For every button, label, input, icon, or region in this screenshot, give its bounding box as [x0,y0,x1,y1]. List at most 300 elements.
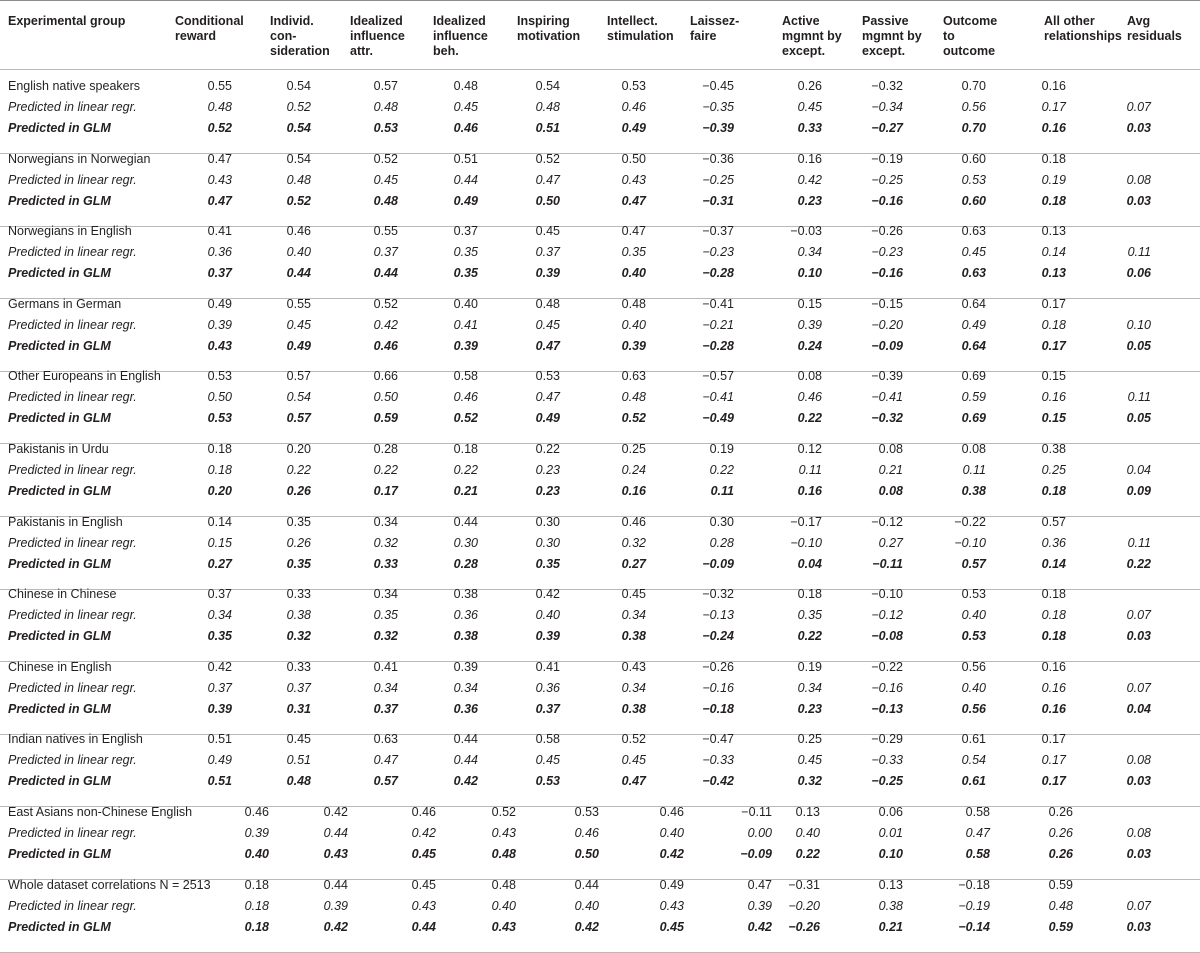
table-cell: 0.40 [961,680,986,695]
table-cell: 0.44 [453,514,478,529]
column-header: Individ. con- sideration [270,14,330,58]
table-cell: 0.60 [961,193,986,208]
table-cell: 0.34 [373,680,398,695]
table-cell: 0.42 [574,919,599,934]
table-cell: 0.44 [411,919,436,934]
table-cell: 0.17 [1041,774,1066,789]
table-cell: 0.18 [1041,608,1066,623]
table-cell: 0.37 [207,587,232,602]
table-cell: 0.26 [797,79,822,93]
table-cell: 0.26 [1048,847,1073,861]
table-cell: 0.55 [373,224,398,239]
table-cell: 0.08 [878,484,903,498]
table-cell: 0.34 [373,514,398,529]
table-cell: 0.46 [286,224,311,239]
header-rule [0,69,1200,70]
table-cell: 0.37 [373,245,398,260]
table-cell: 0.39 [535,629,560,644]
table-cell: 0.46 [411,805,436,819]
table-cell: 0.17 [1041,296,1066,311]
table-cell: 0.56 [961,100,986,114]
table-cell: 0.40 [453,296,478,311]
table-cell: 0.54 [286,79,311,93]
table-cell: 0.27 [878,535,903,550]
table-cell: −0.10 [871,587,903,602]
table-cell: 0.42 [535,587,560,602]
table-cell: 0.13 [878,877,903,892]
table-cell: 0.06 [878,805,903,819]
table-cell: 0.13 [795,805,820,819]
table-cell: 0.35 [621,245,646,260]
table-cell: 0.38 [453,629,478,644]
linear-regression-row [0,750,1200,771]
table-cell: 0.58 [965,805,990,819]
table-cell: 0.48 [286,774,311,789]
table-cell: 0.18 [797,587,822,602]
table-cell: 0.61 [961,774,986,789]
table-cell: 0.42 [797,172,822,187]
table-cell: 0.56 [961,701,986,716]
row-label: Predicted in GLM [8,338,111,353]
table-cell: 0.03 [1126,629,1151,644]
table-cell: −0.33 [702,753,734,768]
table-cell: 0.39 [797,317,822,332]
table-cell: 0.52 [373,296,398,311]
table-cell: 0.46 [659,805,684,819]
table-cell: 0.39 [453,659,478,674]
table-cell: 0.23 [535,484,560,498]
table-cell: 0.57 [1041,514,1066,529]
row-label: Predicted in GLM [8,629,111,644]
table-cell: 0.40 [961,608,986,623]
table-cell: −0.42 [702,774,734,789]
table-cell: 0.30 [535,514,560,529]
table-cell: 0.49 [207,753,232,768]
table-cell: 0.47 [621,193,646,208]
column-header: Intellect. stimulation [607,14,674,43]
glm-row [0,699,1200,720]
table-cell: 0.17 [373,484,398,498]
table-cell: 0.18 [207,463,232,477]
table-cell: 0.63 [373,732,398,747]
table-cell: 0.39 [453,338,478,353]
column-header: Avg residuals [1127,14,1182,43]
table-cell: 0.49 [286,338,311,353]
table-cell: 0.15 [207,535,232,550]
table-cell: 0.45 [411,877,436,892]
table-cell: 0.38 [621,629,646,644]
table-cell: 0.18 [1041,151,1066,166]
table-cell: 0.69 [961,369,986,384]
row-label: Norwegians in English [8,224,132,239]
table-cell: 0.43 [621,659,646,674]
table-cell: 0.47 [621,774,646,789]
table-cell: 0.14 [1041,556,1066,571]
row-label: Other Europeans in English [8,369,161,384]
linear-regression-row [0,242,1200,263]
row-label: Whole dataset correlations N = 2513 [8,877,211,892]
table-cell: 0.11 [710,484,734,498]
table-cell: 0.34 [621,680,646,695]
row-label: Predicted in linear regr. [8,390,137,405]
table-cell: −0.28 [702,338,734,353]
table-cell: 0.39 [323,898,348,913]
table-cell: 0.58 [535,732,560,747]
table-cell: 0.45 [535,224,560,239]
table-cell: 0.45 [411,847,436,861]
table-cell: −0.45 [702,79,734,93]
table-cell: 0.38 [878,898,903,913]
table-cell: 0.04 [1126,463,1151,477]
table-cell: 0.44 [323,826,348,840]
table-cell: −0.39 [702,121,734,135]
table-cell: 0.48 [491,877,516,892]
table-cell: 0.16 [1041,79,1066,93]
table-cell: 0.47 [535,172,560,187]
observed-row [0,657,1200,678]
table-cell: 0.57 [373,79,398,93]
table-cell: 0.27 [207,556,232,571]
table-cell: 0.32 [797,774,822,789]
table-cell: 0.51 [207,732,232,747]
table-cell: −0.16 [871,680,903,695]
table-cell: 0.05 [1126,411,1151,426]
table-cell: 0.17 [1041,100,1066,114]
table-cell: 0.43 [323,847,348,861]
table-cell: 0.61 [961,732,986,747]
table-cell: 0.53 [574,805,599,819]
table-cell: 0.45 [621,753,646,768]
observed-row [0,512,1200,533]
table-cell: −0.32 [702,587,734,602]
table-cell: 0.51 [207,774,232,789]
table-cell: 0.70 [961,79,986,93]
table-cell: 0.41 [453,317,478,332]
table-cell: −0.28 [702,266,734,281]
table-cell: 0.15 [797,296,822,311]
table-cell: 0.47 [535,338,560,353]
table-cell: 0.21 [878,463,903,477]
table-cell: 0.13 [1041,266,1066,281]
table-cell: 0.46 [244,805,269,819]
table-cell: 0.33 [797,121,822,135]
linear-regression-row [0,678,1200,699]
table-cell: 0.57 [961,556,986,571]
table-cell: −0.27 [871,121,903,135]
table-cell: 0.03 [1126,121,1151,135]
table-cell: 0.44 [453,172,478,187]
table-cell: 0.08 [878,442,903,456]
table-cell: −0.32 [871,411,903,426]
table-cell: 0.54 [286,151,311,166]
table-cell: 0.08 [1126,826,1151,840]
row-label: Predicted in GLM [8,556,111,571]
table-cell: 0.42 [747,919,772,934]
column-header: Conditional reward [175,14,244,43]
table-cell: 0.46 [373,338,398,353]
table-cell: −0.17 [790,514,822,529]
table-cell: 0.44 [453,753,478,768]
table-cell: 0.41 [373,659,398,674]
table-cell: 0.30 [453,535,478,550]
table-cell: 0.60 [961,151,986,166]
row-label: Predicted in GLM [8,193,111,208]
table-cell: 0.16 [1041,701,1066,716]
table-cell: 0.48 [535,100,560,114]
table-cell: 0.01 [878,826,903,840]
table-cell: 0.52 [207,121,232,135]
table-cell: −0.11 [741,805,772,819]
table-cell: 0.39 [207,317,232,332]
glm-row [0,263,1200,284]
table-cell: 0.39 [535,266,560,281]
table-top-rule [0,0,1200,1]
table-cell: −0.10 [954,535,986,550]
table-cell: 0.21 [878,919,903,934]
linear-regression-row [0,533,1200,554]
table-cell: 0.36 [535,680,560,695]
table-cell: 0.14 [1041,245,1066,260]
table-cell: 0.16 [797,484,822,498]
table-cell: −0.23 [871,245,903,260]
table-cell: 0.26 [1048,805,1073,819]
table-cell: 0.39 [747,898,772,913]
table-cell: 0.42 [453,774,478,789]
table-cell: 0.25 [1041,463,1066,477]
table-cell: 0.16 [797,151,822,166]
table-cell: 0.33 [373,556,398,571]
table-cell: 0.50 [535,193,560,208]
glm-row [0,408,1200,429]
table-cell: 0.15 [1041,369,1066,384]
table-cell: 0.59 [1048,877,1073,892]
table-cell: 0.64 [961,296,986,311]
table-cell: −0.23 [702,245,734,260]
table-cell: 0.23 [797,701,822,716]
table-cell: 0.03 [1126,919,1151,934]
table-cell: 0.33 [286,587,311,602]
table-cell: −0.11 [872,556,903,571]
table-cell: 0.22 [797,411,822,426]
table-cell: 0.22 [453,463,478,477]
table-cell: 0.10 [878,847,903,861]
table-cell: −0.21 [702,317,734,332]
table-cell: 0.38 [1041,442,1066,456]
table-cell: −0.57 [702,369,734,384]
table-cell: 0.53 [961,172,986,187]
table-cell: 0.03 [1126,774,1151,789]
table-cell: 0.59 [373,411,398,426]
table-cell: 0.64 [961,338,986,353]
table-cell: −0.03 [790,224,822,239]
row-label: English native speakers [8,79,141,93]
table-cell: 0.35 [453,245,478,260]
table-cell: 0.43 [411,898,436,913]
table-cell: 0.31 [286,701,311,716]
observed-row [0,729,1200,750]
table-cell: 0.11 [1127,390,1151,405]
table-cell: 0.17 [1041,732,1066,747]
table-cell: 0.63 [961,224,986,239]
table-cell: 0.32 [373,535,398,550]
table-cell: 0.18 [244,877,269,892]
table-cell: 0.11 [1127,535,1151,550]
table-cell: −0.08 [871,629,903,644]
table-cell: 0.18 [207,442,232,456]
table-cell: 0.35 [286,556,311,571]
table-cell: 0.34 [453,680,478,695]
table-cell: 0.04 [797,556,822,571]
table-cell: −0.22 [871,659,903,674]
table-cell: 0.25 [797,732,822,747]
row-label: East Asians non-Chinese English [8,805,193,819]
table-cell: 0.03 [1126,847,1151,861]
table-cell: 0.44 [373,266,398,281]
linear-regression-row [0,605,1200,626]
table-cell: 0.49 [207,296,232,311]
table-cell: 0.46 [574,826,599,840]
table-cell: 0.42 [207,659,232,674]
table-cell: 0.41 [535,659,560,674]
column-header: Experimental group [8,14,126,28]
table-cell: 0.19 [797,659,822,674]
table-cell: −0.25 [702,172,734,187]
table-cell: 0.45 [797,100,822,114]
linear-regression-row [0,387,1200,408]
table-cell: −0.09 [740,847,772,861]
row-label: Predicted in linear regr. [8,317,137,332]
table-cell: 0.11 [962,463,986,477]
row-label: Germans in German [8,296,122,311]
table-cell: −0.14 [958,919,990,934]
table-cell: 0.32 [286,629,311,644]
table-cell: −0.20 [871,317,903,332]
table-cell: 0.52 [453,411,478,426]
observed-row [0,875,1200,896]
table-cell: 0.45 [535,753,560,768]
column-header: Inspiring motivation [517,14,581,43]
table-cell: 0.45 [453,100,478,114]
table-cell: 0.22 [286,463,311,477]
table-cell: −0.16 [871,193,903,208]
table-cell: 0.57 [286,369,311,384]
row-label: Indian natives in English [8,732,143,747]
table-cell: 0.30 [535,535,560,550]
table-cell: 0.08 [1126,172,1151,187]
table-cell: 0.37 [286,680,311,695]
table-cell: −0.31 [788,877,820,892]
table-cell: 0.46 [797,390,822,405]
table-cell: −0.37 [702,224,734,239]
table-cell: 0.47 [207,193,232,208]
row-label: Predicted in GLM [8,411,111,426]
table-cell: −0.15 [871,296,903,311]
table-cell: 0.63 [621,369,646,384]
table-cell: 0.48 [491,847,516,861]
table-cell: 0.49 [453,193,478,208]
table-cell: 0.34 [621,608,646,623]
table-cell: −0.26 [871,224,903,239]
table-cell: 0.49 [621,121,646,135]
table-cell: 0.38 [453,587,478,602]
row-label: Predicted in linear regr. [8,898,137,913]
table-cell: 0.40 [244,847,269,861]
table-cell: 0.47 [535,390,560,405]
table-cell: 0.11 [1127,245,1151,260]
table-cell: 0.55 [286,296,311,311]
table-cell: 0.42 [659,847,684,861]
table-cell: −0.34 [871,100,903,114]
table-cell: 0.12 [797,442,822,456]
table-cell: 0.40 [535,608,560,623]
table-cell: −0.39 [871,369,903,384]
table-cell: 0.47 [747,877,772,892]
table-cell: 0.48 [286,172,311,187]
table-cell: 0.33 [286,659,311,674]
table-cell: 0.18 [1041,587,1066,602]
observed-row [0,366,1200,387]
table-cell: 0.24 [797,338,822,353]
table-cell: −0.16 [702,680,734,695]
table-cell: 0.47 [207,151,232,166]
table-cell: 0.40 [795,826,820,840]
table-cell: 0.47 [965,826,990,840]
table-cell: −0.25 [871,172,903,187]
table-cell: 0.45 [797,753,822,768]
table-cell: −0.12 [871,514,903,529]
table-cell: 0.53 [535,774,560,789]
table-cell: −0.18 [702,701,734,716]
table-cell: 0.48 [1048,898,1073,913]
glm-row [0,191,1200,212]
table-cell: 0.42 [411,826,436,840]
table-cell: 0.63 [961,266,986,281]
table-cell: 0.52 [535,151,560,166]
table-cell: 0.54 [961,753,986,768]
table-cell: 0.39 [244,826,269,840]
table-cell: 0.11 [798,463,822,477]
table-cell: 0.59 [1048,919,1073,934]
table-cell: 0.58 [965,847,990,861]
table-cell: 0.10 [797,266,822,281]
table-cell: 0.36 [207,245,232,260]
table-cell: 0.32 [373,629,398,644]
table-cell: 0.52 [286,100,311,114]
table-cell: 0.28 [453,556,478,571]
table-cell: 0.34 [797,680,822,695]
table-cell: 0.43 [207,338,232,353]
column-header: All other relationships [1044,14,1122,43]
table-cell: 0.53 [621,79,646,93]
table-cell: 0.36 [453,608,478,623]
row-label: Predicted in linear regr. [8,463,137,477]
table-cell: 0.49 [961,317,986,332]
table-cell: 0.13 [1041,224,1066,239]
table-cell: 0.16 [1041,659,1066,674]
row-label: Predicted in GLM [8,266,111,281]
table-cell: 0.19 [1041,172,1066,187]
table-cell: 0.46 [453,121,478,135]
glm-row [0,336,1200,357]
row-label: Predicted in linear regr. [8,100,137,114]
table-cell: 0.34 [797,245,822,260]
table-cell: 0.24 [621,463,646,477]
table-cell: 0.57 [286,411,311,426]
table-cell: 0.50 [574,847,599,861]
linear-regression-row [0,170,1200,191]
table-cell: 0.07 [1126,100,1151,114]
linear-regression-row [0,823,1200,844]
